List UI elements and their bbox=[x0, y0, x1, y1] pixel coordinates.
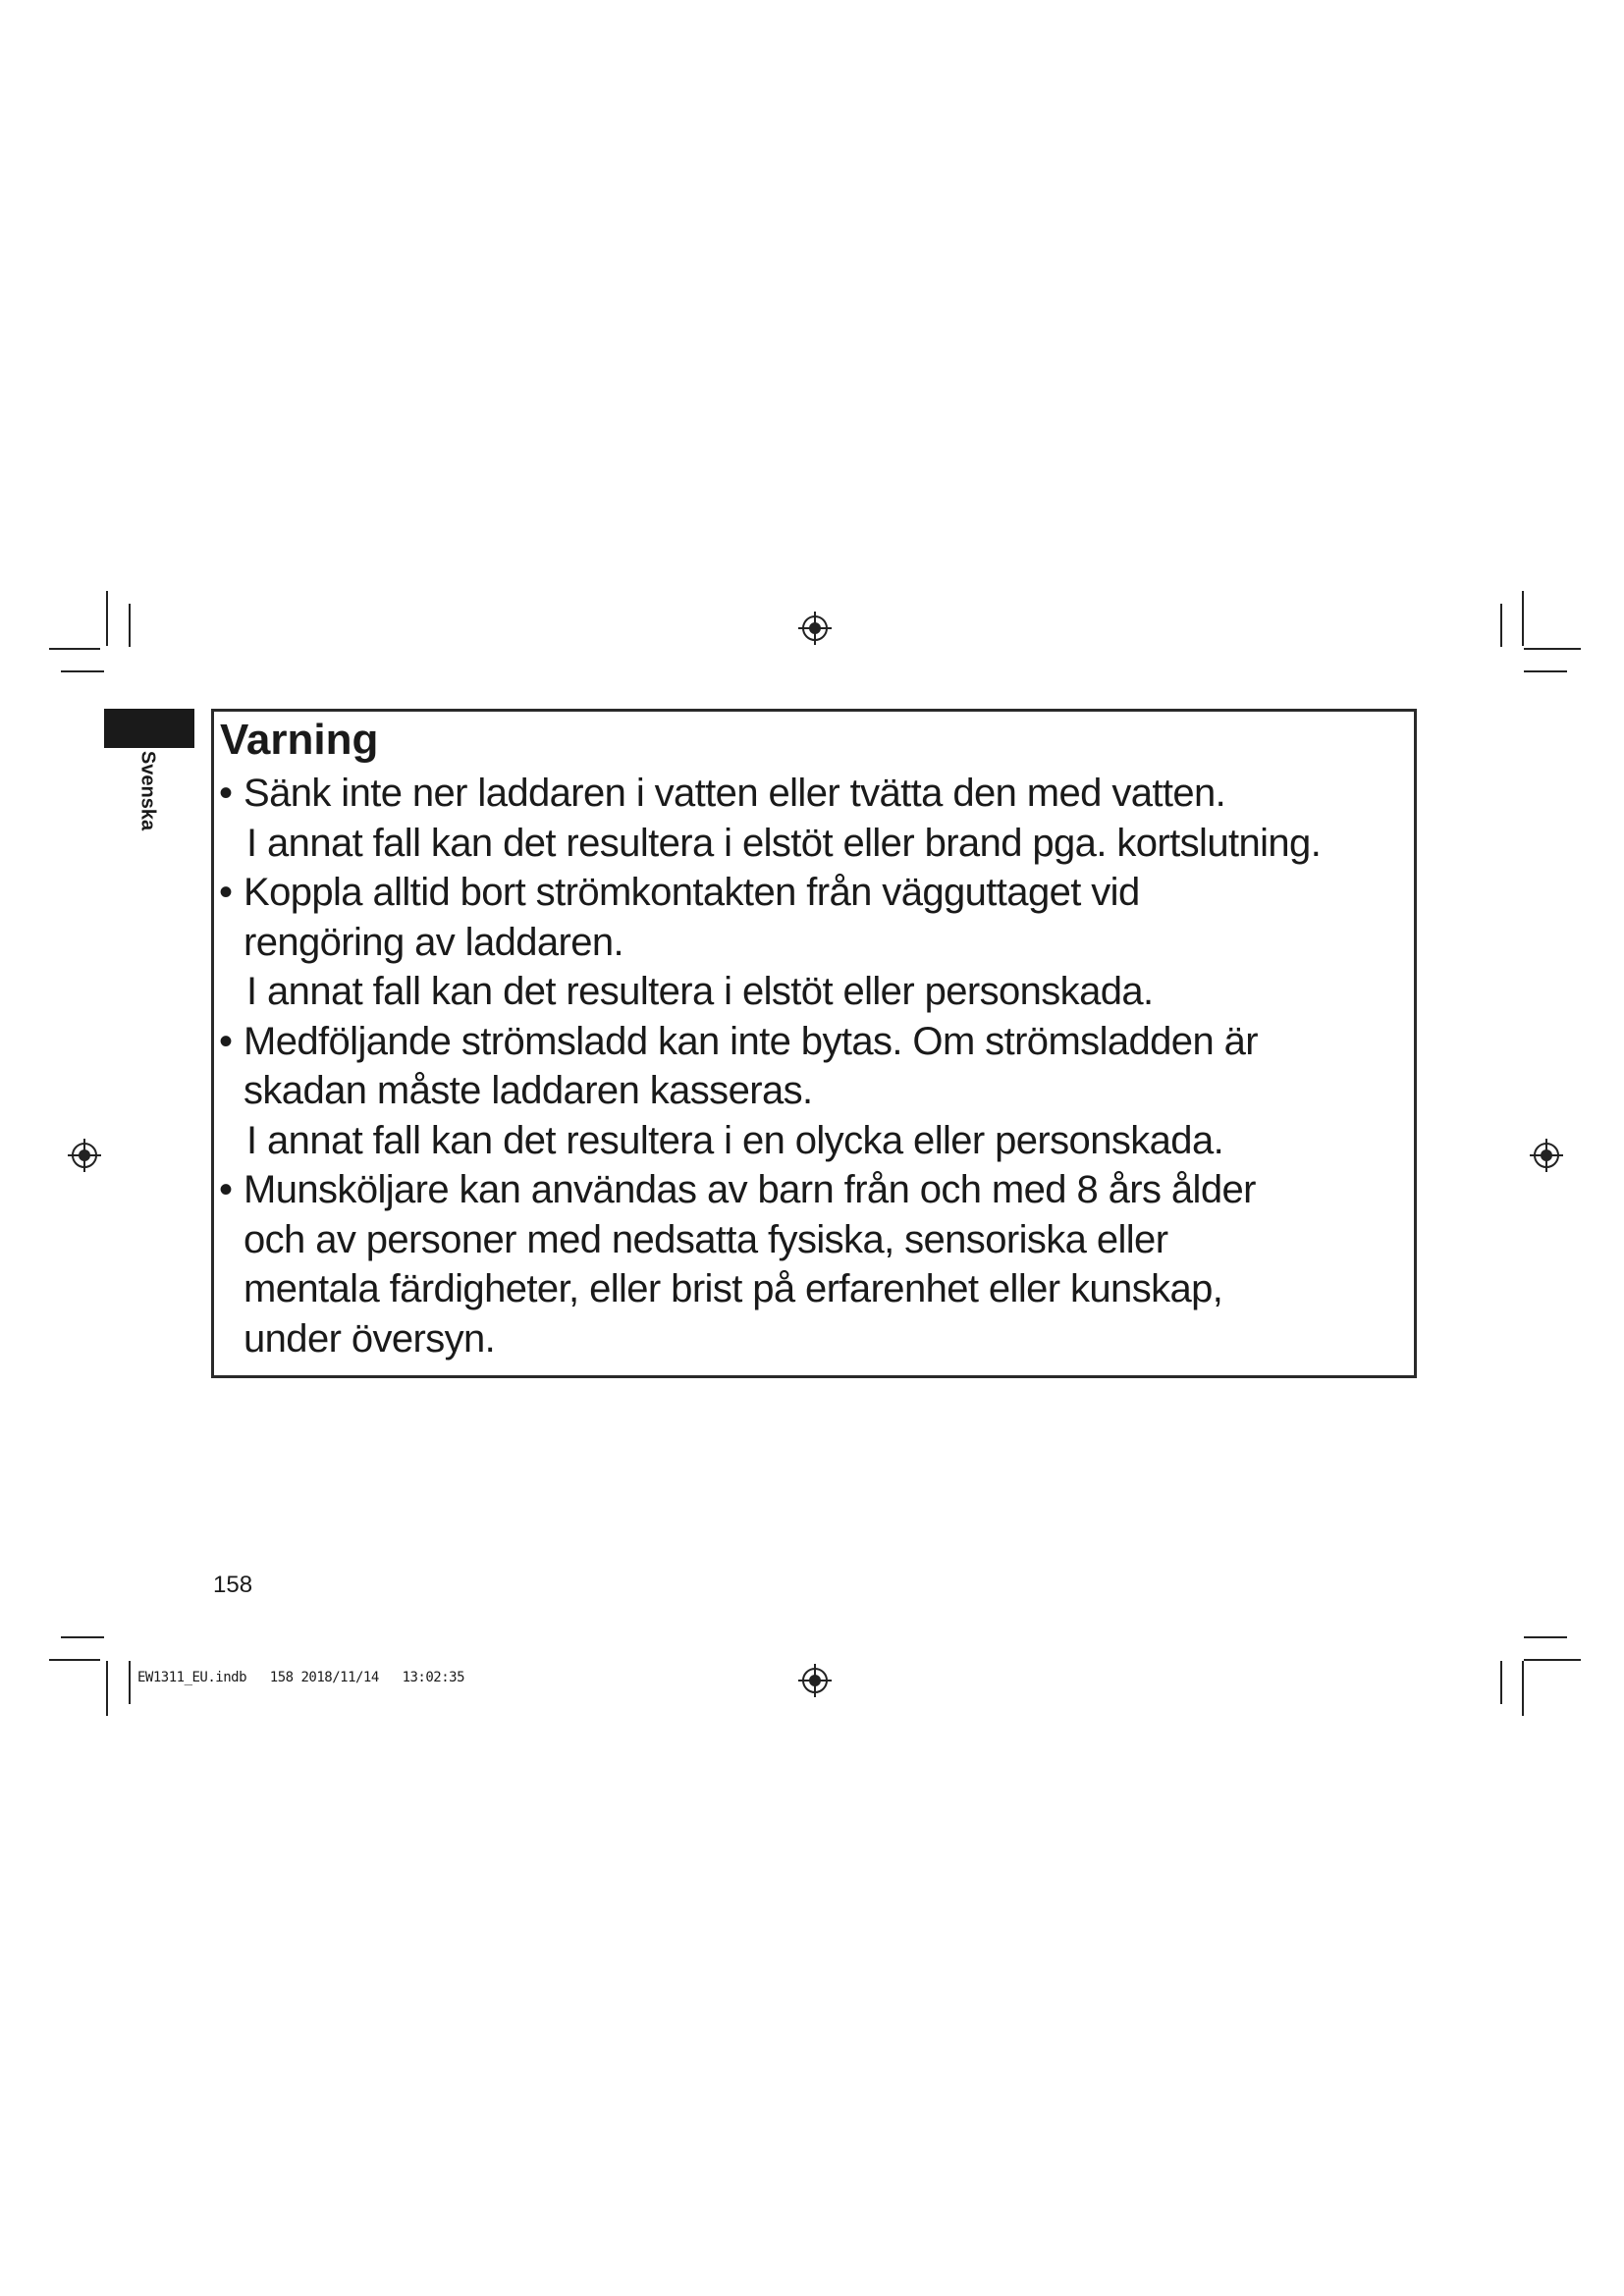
bullet-icon: • bbox=[219, 871, 234, 914]
warning-line: I annat fall kan det resultera i elstöt eller personskada. bbox=[246, 970, 1154, 1013]
crop-mark-top-left-v2 bbox=[129, 604, 131, 647]
registration-mark-icon bbox=[68, 1139, 101, 1172]
warning-line: mentala färdigheter, eller brist på erfarenhet eller kunskap, bbox=[244, 1267, 1223, 1310]
page-number: 158 bbox=[213, 1572, 253, 1598]
crop-mark-bottom-left-h2 bbox=[49, 1659, 100, 1661]
crop-mark-bottom-left-v2 bbox=[129, 1661, 131, 1704]
warning-line: skadan måste laddaren kasseras. bbox=[244, 1069, 813, 1112]
warning-line: Koppla alltid bort strömkontakten från vägguttaget vid bbox=[244, 871, 1140, 914]
registration-mark-icon bbox=[1530, 1139, 1563, 1172]
crop-mark-top-left-h2 bbox=[61, 670, 104, 672]
crop-mark-top-left-v bbox=[106, 591, 108, 646]
warning-line: Munsköljare kan användas av barn från och med 8 års ålder bbox=[244, 1168, 1256, 1211]
warning-item bbox=[216, 1017, 1409, 1166]
warning-item bbox=[216, 1165, 1409, 1363]
registration-mark-icon bbox=[798, 612, 832, 645]
crop-mark-bottom-right-h bbox=[1524, 1636, 1567, 1638]
language-tab-bar bbox=[104, 709, 194, 748]
warning-line: och av personer med nedsatta fysiska, sensoriska eller bbox=[244, 1217, 1168, 1261]
bullet-icon: • bbox=[219, 772, 234, 815]
crop-mark-top-right-h2 bbox=[1524, 670, 1567, 672]
warning-line: I annat fall kan det resultera i elstöt eller brand pga. kortslutning. bbox=[246, 821, 1322, 865]
crop-mark-bottom-left-v bbox=[106, 1661, 108, 1716]
crop-mark-bottom-left-h bbox=[61, 1636, 104, 1638]
crop-mark-top-right-v2 bbox=[1500, 604, 1502, 647]
warning-item bbox=[216, 868, 1409, 1017]
warning-line: rengöring av laddaren. bbox=[244, 920, 624, 964]
crop-mark-top-left-h bbox=[49, 648, 100, 650]
crop-mark-top-right-v bbox=[1522, 591, 1524, 646]
registration-mark-icon bbox=[798, 1664, 832, 1697]
warning-line: Medföljande strömsladd kan inte bytas. Om strömsladden är bbox=[244, 1019, 1258, 1063]
warning-line: under översyn. bbox=[244, 1316, 496, 1361]
language-tab-label: Svenska bbox=[136, 750, 159, 831]
print-slug: EW1311_EU.indb 158 2018/11/14 13:02:35 bbox=[137, 1670, 465, 1685]
crop-mark-top-right-h bbox=[1524, 648, 1581, 650]
crop-mark-bottom-right-v2 bbox=[1500, 1661, 1502, 1704]
warning-title: Varning bbox=[220, 716, 379, 764]
bullet-icon: • bbox=[219, 1019, 234, 1063]
warning-line: I annat fall kan det resultera i en olycka eller personskada. bbox=[246, 1118, 1224, 1162]
crop-mark-bottom-right-h2 bbox=[1524, 1659, 1581, 1661]
warning-item bbox=[216, 769, 1409, 868]
warning-list bbox=[216, 769, 1409, 1363]
crop-mark-bottom-right-v bbox=[1522, 1661, 1524, 1716]
bullet-icon: • bbox=[219, 1168, 234, 1211]
warning-line: Sänk inte ner laddaren i vatten eller tvätta den med vatten. bbox=[244, 772, 1226, 815]
